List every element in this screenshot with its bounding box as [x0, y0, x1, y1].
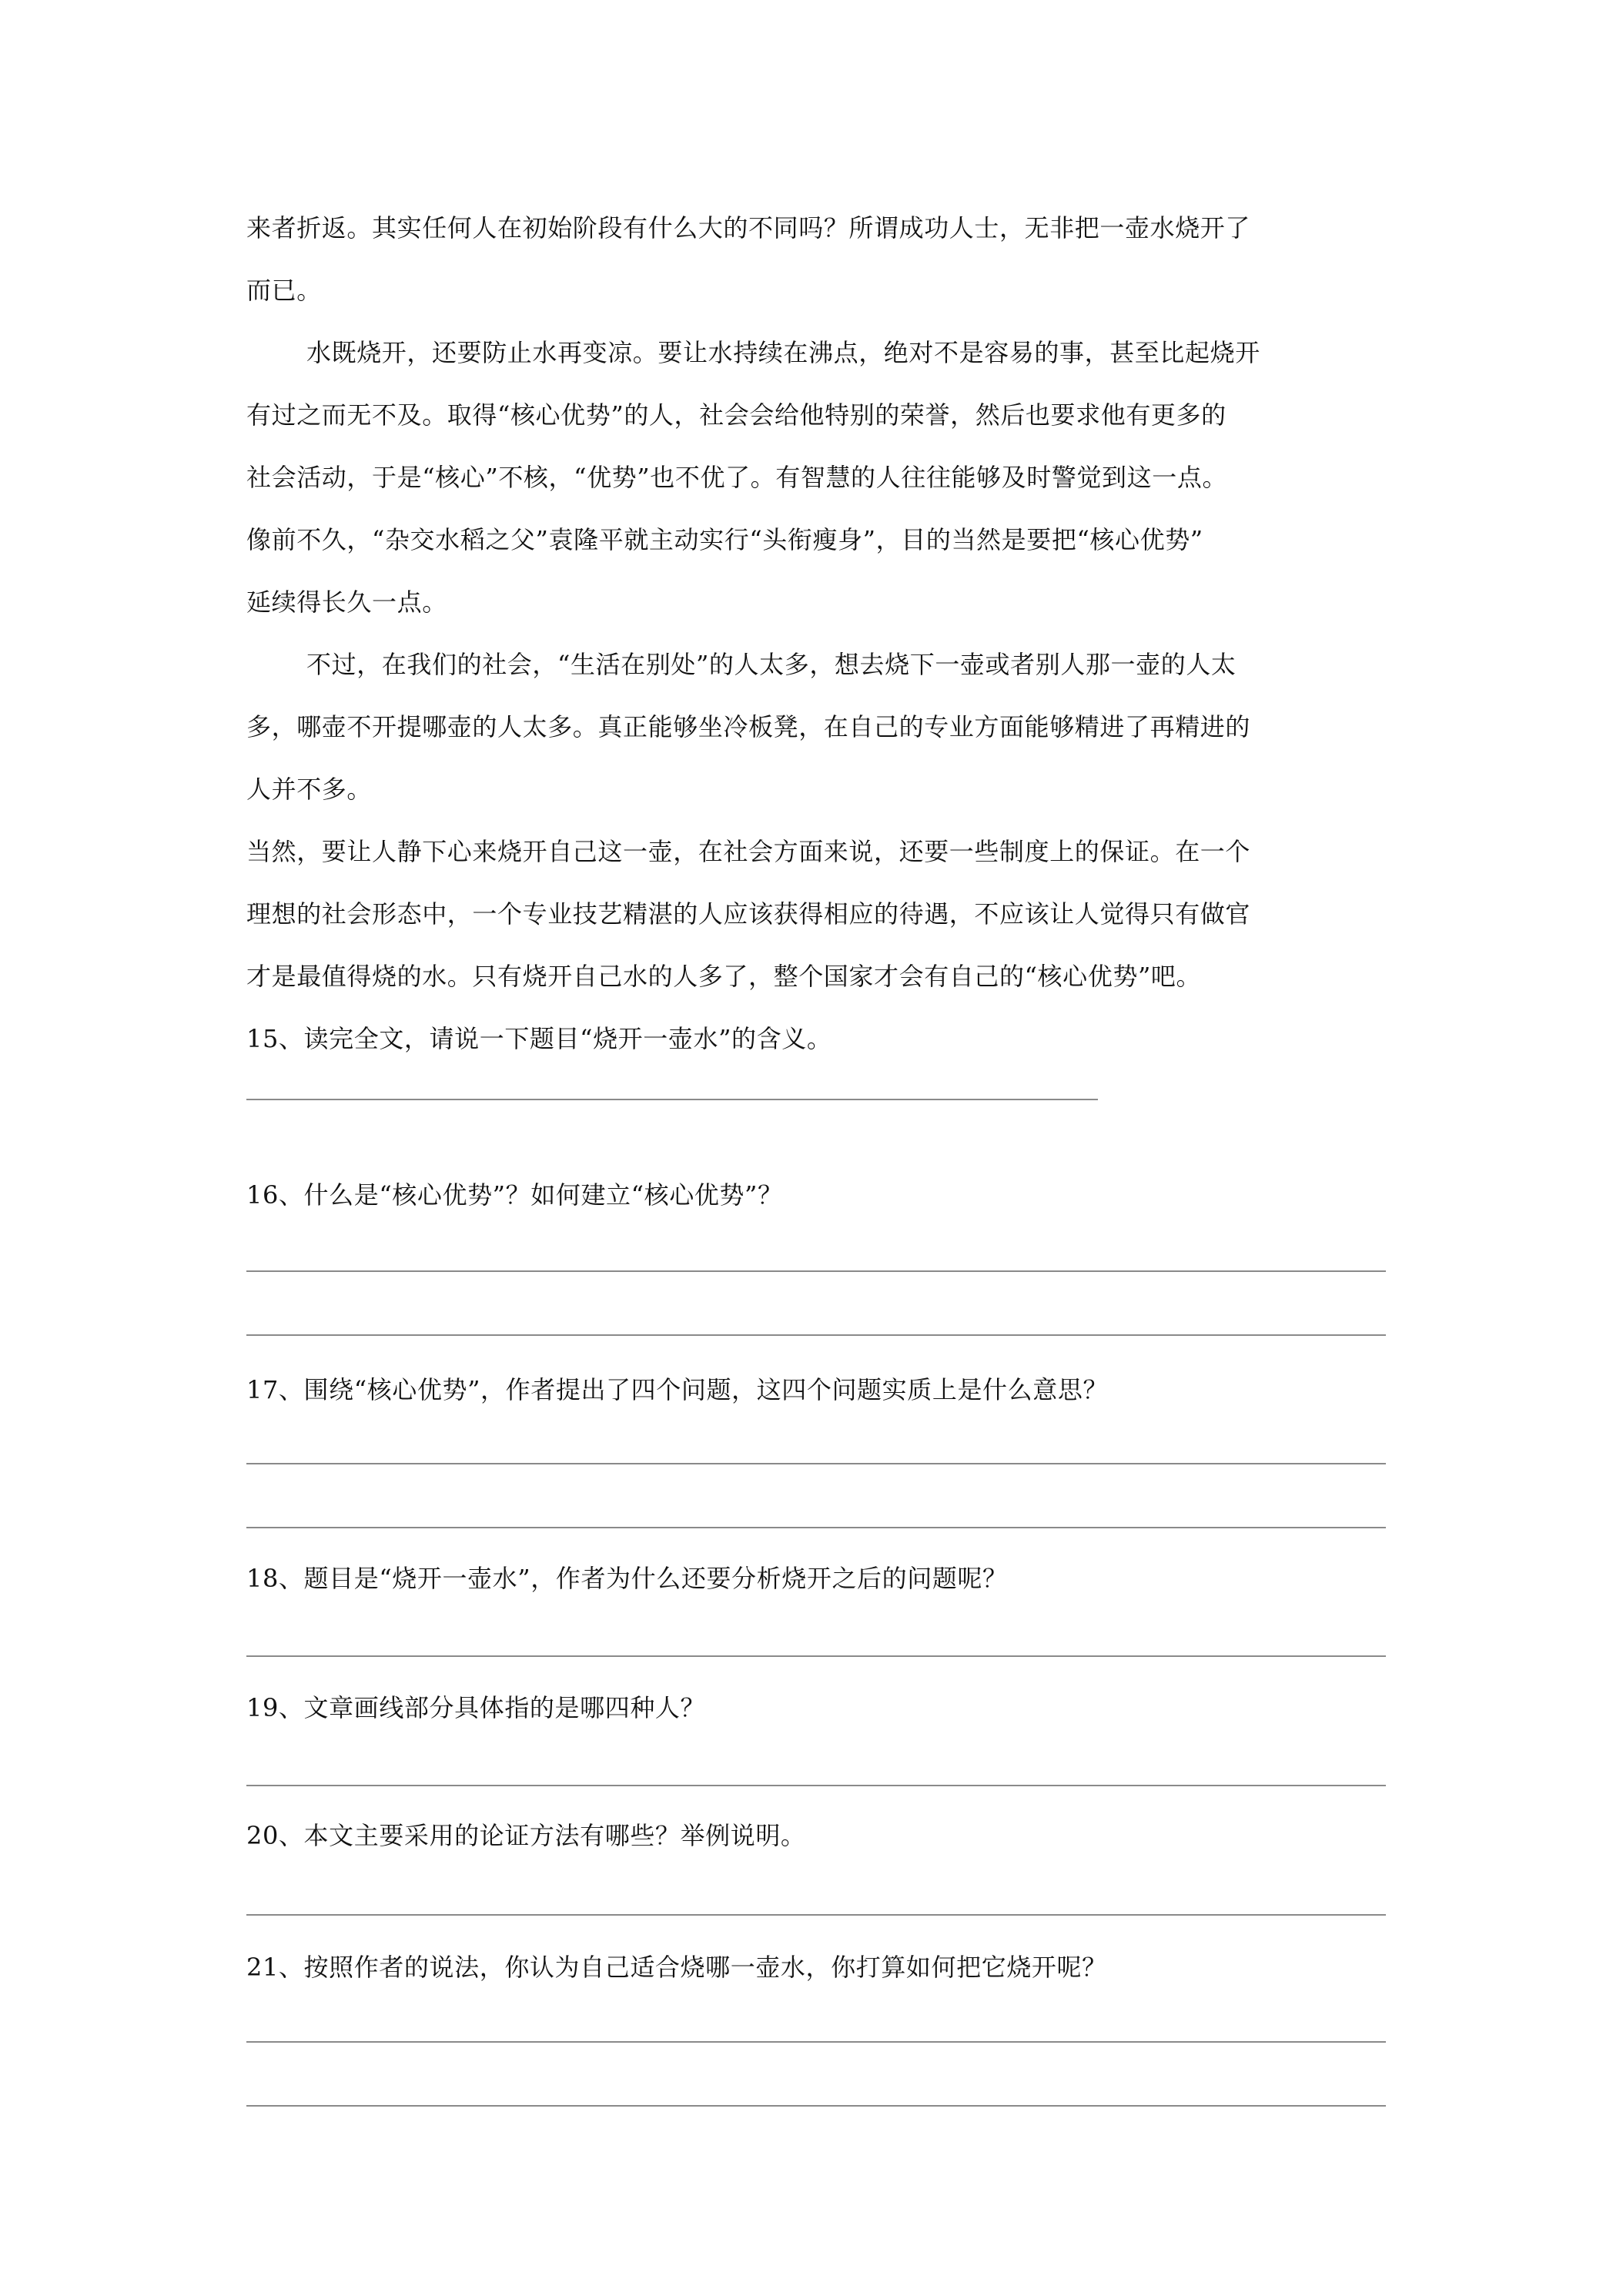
passage-line: 延续得长久一点。 [246, 587, 447, 617]
answer-line[interactable] [246, 1334, 1386, 1336]
answer-line[interactable] [246, 2041, 1386, 2043]
passage-line: 理想的社会形态中，一个专业技艺精湛的人应该获得相应的待遇，不应该让人觉得只有做官 [246, 899, 1251, 929]
question-15: 15、读完全文，请说一下题目“烧开一壶水”的含义。 [246, 1024, 832, 1053]
answer-line[interactable] [246, 1099, 1098, 1100]
question-20: 20、本文主要采用的论证方法有哪些？举例说明。 [246, 1821, 806, 1850]
passage-line: 才是最值得烧的水。只有烧开自己水的人多了，整个国家才会有自己的“核心优势”吧。 [246, 962, 1202, 991]
answer-line[interactable] [246, 1527, 1386, 1528]
passage-line: 不过，在我们的社会，“生活在别处”的人太多，想去烧下一壶或者别人那一壶的人太 [306, 650, 1236, 679]
question-19: 19、文章画线部分具体指的是哪四种人？ [246, 1693, 706, 1722]
answer-line[interactable] [246, 1655, 1386, 1657]
passage-line: 社会活动，于是“核心”不核，“优势”也不优了。有智慧的人往往能够及时警觉到这一点。 [246, 463, 1228, 492]
passage-line: 而已。 [246, 276, 322, 305]
passage-line: 水既烧开，还要防止水再变凉。要让水持续在沸点，绝对不是容易的事，甚至比起烧开 [306, 338, 1260, 367]
answer-line[interactable] [246, 2105, 1386, 2107]
passage-line: 多，哪壶不开提哪壶的人太多。真正能够坐冷板凳，在自己的专业方面能够精进了再精进的 [246, 712, 1251, 741]
question-21: 21、按照作者的说法，你认为自己适合烧哪一壶水，你打算如何把它烧开呢？ [246, 1953, 1107, 1982]
passage-line: 像前不久，“杂交水稻之父”袁隆平就主动实行“头衔瘦身”，目的当然是要把“核心优势” [246, 525, 1203, 554]
answer-line[interactable] [246, 1270, 1386, 1272]
passage-line: 当然，要让人静下心来烧开自己这一壶，在社会方面来说，还要一些制度上的保证。在一个 [246, 837, 1251, 866]
answer-line[interactable] [246, 1463, 1386, 1464]
question-18: 18、题目是“烧开一壶水”，作者为什么还要分析烧开之后的问题呢？ [246, 1564, 1008, 1593]
passage-line: 来者折返。其实任何人在初始阶段有什么大的不同吗？所谓成功人士，无非把一壶水烧开了 [246, 213, 1251, 243]
passage-line: 人并不多。 [246, 775, 373, 804]
question-17: 17、围绕“核心优势”，作者提出了四个问题，这四个问题实质上是什么意思？ [246, 1375, 1109, 1404]
question-16: 16、什么是“核心优势”？如何建立“核心优势”？ [246, 1180, 783, 1210]
answer-line[interactable] [246, 1785, 1386, 1786]
passage-line: 有过之而无不及。取得“核心优势”的人，社会会给他特别的荣誉，然后也要求他有更多的 [246, 400, 1226, 430]
answer-line[interactable] [246, 1914, 1386, 1916]
